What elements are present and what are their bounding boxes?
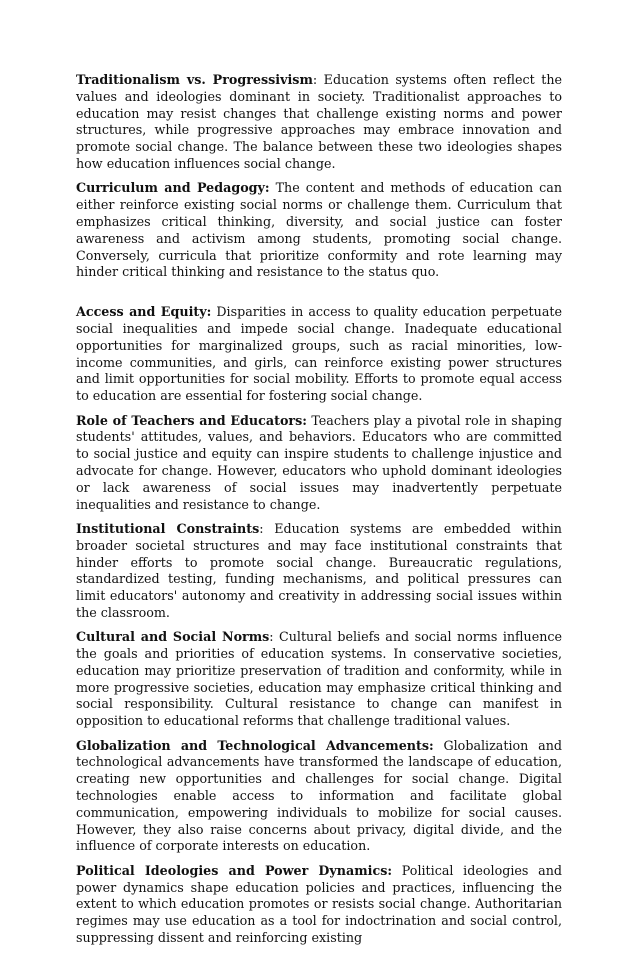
paragraph-term: Role of Teachers and Educators: [76,412,307,428]
paragraph-access-equity [76,304,562,405]
paragraph-body: Globalization and technological advancements have transformed the landscape of education, creating new opportunities and challenges for social change. Digital technologies enable access to information and facilitate global communication, empowering individuals to mobilize for social causes. However, they also raise concerns about privacy, digital divide, and the influence of corporate interests on education. [76,737,562,854]
paragraph-term: Political Ideologies and Power Dynamics: [76,862,393,878]
paragraph-teachers [76,413,562,514]
paragraph-term: Institutional Constraints [76,520,260,536]
paragraph-body: Disparities in access to quality education perpetuate social inequalities and impede social change. Inadequate educational opportunities for marginalized groups, such as racial minorities, low-income communities, and girls, can reinforce existing power structures and limit opportunities for social mobility. Efforts to promote equal access to education are essential for fostering social change. [76,304,562,404]
paragraph-curriculum [76,180,562,281]
paragraph-cultural [76,629,562,730]
paragraph-globalization [76,738,562,856]
paragraph-body: : Cultural beliefs and social norms influence the goals and priorities of education systems. In conservative societies, education may prioritize preservation of tradition and conformity, while in more progressive societies, education may emphasize critical thinking and social responsibility. Cultural resistance to change can manifest in opposition to educational reforms that challenge traditional values. [76,629,562,729]
paragraph-traditionalism [76,72,562,173]
paragraph-body: The content and methods of education can either reinforce existing social norms or challenge them. Curriculum that emphasizes critical thinking, diversity, and social justice can foster awareness and activism among students, promoting social change. Conversely, curricula that prioritize conformity and rote learning may hinder critical thinking and resistance to the status quo. [76,180,562,280]
paragraph-term: Access and Equity: [76,304,212,320]
paragraph-term: Traditionalism vs. Progressivism [76,72,313,87]
paragraph-body: Teachers play a pivotal role in shaping students' attitudes, values, and behaviors. Educators who are committed to social justice and equity can inspire students to challenge injustice and advocate for change. However, educators who uphold dominant ideologies or lack awareness of social issues may inadvertently perpetuate inequalities and resistance to change. [76,412,562,512]
paragraph-term: Cultural and Social Norms [76,629,270,645]
paragraph-term: Globalization and Technological Advancements: [76,737,434,753]
paragraph-institutional [76,521,562,622]
paragraph-body: : Education systems often reflect the values and ideologies dominant in society. Traditionalist approaches to education may resist changes that challenge existing norms and power structures, while progressive approaches may embrace innovation and promote social change. The balance between these two ideologies shapes how education influences social change. [76,72,563,171]
paragraph-body: Political ideologies and power dynamics shape education policies and practices, influencing the extent to which education promotes or resists social change. Authoritarian regimes may use education as a tool for indoctrination and social control, suppressing dissent and reinforcing existing [76,862,563,946]
paragraph-body: : Education systems are embedded within broader societal structures and may face institutional constraints that hinder efforts to promote social change. Bureaucratic regulations, standardized testing, funding mechanisms, and political pressures can limit educators' autonomy and creativity in addressing social issues within the classroom. [76,520,562,620]
paragraph-political [76,863,562,947]
document-page [76,72,562,954]
paragraph-term: Curriculum and Pedagogy: [76,180,270,196]
